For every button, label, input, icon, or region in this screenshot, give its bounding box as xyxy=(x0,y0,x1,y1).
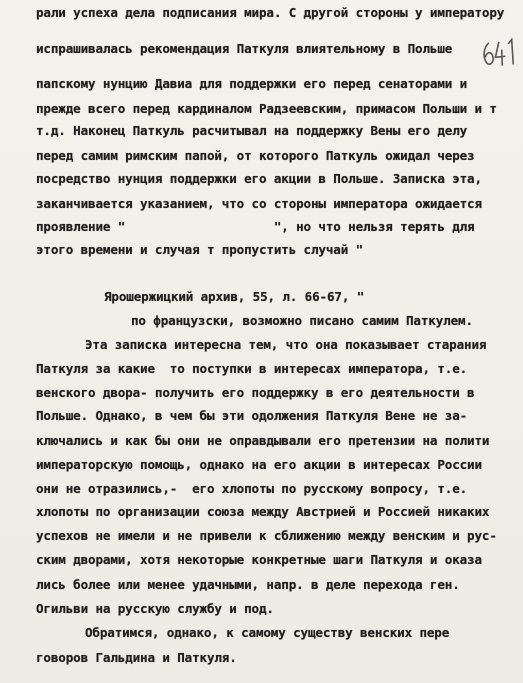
text-line: по французски, возможно писано самим Паткулем. xyxy=(131,313,473,328)
text-line: посредство нунция поддержки его акции в Польше. Записка эта, xyxy=(36,171,482,186)
text-line: заканчивается указанием, что со стороны императора ожидается xyxy=(36,196,482,211)
archive-citation: Ярошержицкий архив, 55, л. 66-67, " xyxy=(104,289,365,304)
text-line: т.д. Наконец Паткуль расчитывал на поддержку Вены его делу xyxy=(36,123,468,138)
text-line: рали успеха дела подписания мира. С другой стороны у императору xyxy=(36,5,505,20)
text-line: хлопоты по организации союза между Австрией и Россией никаких xyxy=(36,504,490,519)
text-line: Паткуля за какие то поступки в интересах императора, т.е. xyxy=(36,361,468,376)
handwritten-page-number xyxy=(476,34,519,72)
text-line: успехов не имели и не привели к сближению между венским и рус- xyxy=(36,528,497,543)
text-line: ским дворами, хотя некоторые конкретные шаги Паткуля и оказа xyxy=(36,552,482,567)
text-line: папскому нунцию Давиа для поддержки его перед сенаторами и xyxy=(36,76,468,91)
text-line: испрашивалась рекомендация Паткуля влиятельному в Польше xyxy=(36,41,453,56)
paragraph-start-line: Эта записка интересна тем, что она показывает старания xyxy=(85,337,487,352)
text-line: лись более или менее удачными, напр. в деле перехода ген. xyxy=(36,577,460,592)
text-line: императорскую помощь, однако на его акции в интересах России xyxy=(36,457,482,472)
text-line: Огильви на русскую службу и под. xyxy=(36,601,274,616)
text-line: они не отразились,- его хлопоты по русскому вопросу, т.е. xyxy=(36,481,468,496)
paragraph-start-line: Обратимся, однако, к самому существу венских пере xyxy=(85,625,450,640)
text-line: венского двора- получить его поддержку в его деятельности в xyxy=(36,385,475,400)
page-number-ink xyxy=(476,34,519,72)
text-line: прежде всего перед кардиналом Радзеевским, примасом Польши и т xyxy=(36,101,497,116)
text-line: перед самим римским папой, от которого Паткуль ожидал через xyxy=(36,148,475,163)
text-line: проявление " ", но что нельзя терять для xyxy=(36,219,475,234)
text-line: этого времени и случая т пропустить случай " xyxy=(36,242,364,257)
text-line: Польше. Однако, в чем бы эти одолжения Паткуля Вене не за- xyxy=(36,408,468,423)
text-line: ключались и как бы они не оправдывали его претензии на полити xyxy=(36,433,490,448)
text-line: говоров Гальдина и Паткуля. xyxy=(36,650,237,665)
